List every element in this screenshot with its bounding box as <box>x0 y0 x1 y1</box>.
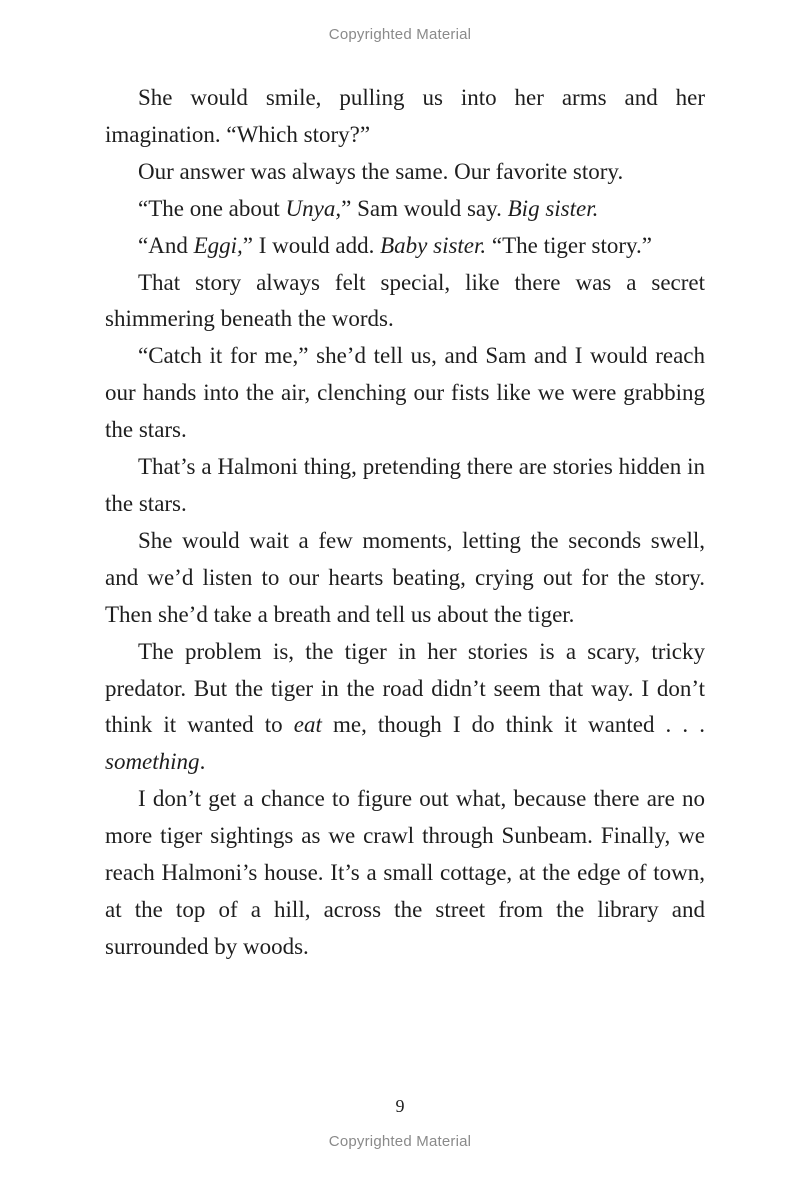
text-run: . <box>199 749 206 775</box>
text-run: “Catch it for me,” she’d tell us, and Sam and I would reach our hands into the air, clenching our fists like we were grabbing the stars. <box>105 343 705 443</box>
paragraph-9 <box>105 634 705 782</box>
italic-text: Big sister. <box>507 195 599 221</box>
text-run: The problem is, the tiger in her stories is a scary, tricky predator. But the tiger in the road didn’t seem that way. I don’t think it wanted to <box>105 638 705 738</box>
text-run: Our answer was always the same. Our favorite story. <box>138 158 624 184</box>
text-run: ” Sam would say. <box>341 195 508 221</box>
text-run: She would smile, pulling us into her arms and her imagination. “Which story?” <box>105 85 705 147</box>
paragraph-2 <box>105 154 705 191</box>
italic-text: Eggi, <box>193 232 243 258</box>
paragraph-6 <box>105 338 705 449</box>
text-run: I don’t get a chance to figure out what, because there are no more tiger sightings as we crawl through Sunbeam. Finally, we reach Halmoni’s house. It’s a small cottage, at the edge of town, at the top of a hill, across the street from the library and surrounded by woods. <box>105 786 705 959</box>
paragraph-5 <box>105 265 705 339</box>
copyright-watermark-bottom: Copyrighted Material <box>328 1133 472 1150</box>
text-run: “The tiger story.” <box>486 232 653 258</box>
text-run: “And <box>138 232 194 258</box>
italic-text: something <box>105 749 200 775</box>
text-run: ” I would add. <box>242 232 381 258</box>
text-run: “The one about <box>138 195 286 221</box>
paragraph-10 <box>105 781 705 966</box>
paragraph-8 <box>105 523 705 634</box>
copyright-watermark-top: Copyrighted Material <box>328 26 472 43</box>
paragraph-4 <box>105 228 705 265</box>
text-run: me, though I do think it wanted . . . <box>321 712 705 738</box>
text-run: That’s a Halmoni thing, pretending there are stories hidden in the stars. <box>105 454 705 516</box>
paragraph-7 <box>105 449 705 523</box>
page-number: 9 <box>395 1096 405 1116</box>
body-text <box>105 80 705 966</box>
italic-text: Unya, <box>285 195 342 221</box>
italic-text: Baby sister. <box>380 232 487 258</box>
text-run: She would wait a few moments, letting the seconds swell, and we’d listen to our hearts beating, crying out for the story. Then she’d take a breath and tell us about the tiger. <box>105 527 705 627</box>
paragraph-1 <box>105 80 705 154</box>
text-run: That story always felt special, like there was a secret shimmering beneath the words. <box>105 269 705 332</box>
italic-text: eat <box>293 712 322 738</box>
paragraph-3 <box>105 191 705 228</box>
